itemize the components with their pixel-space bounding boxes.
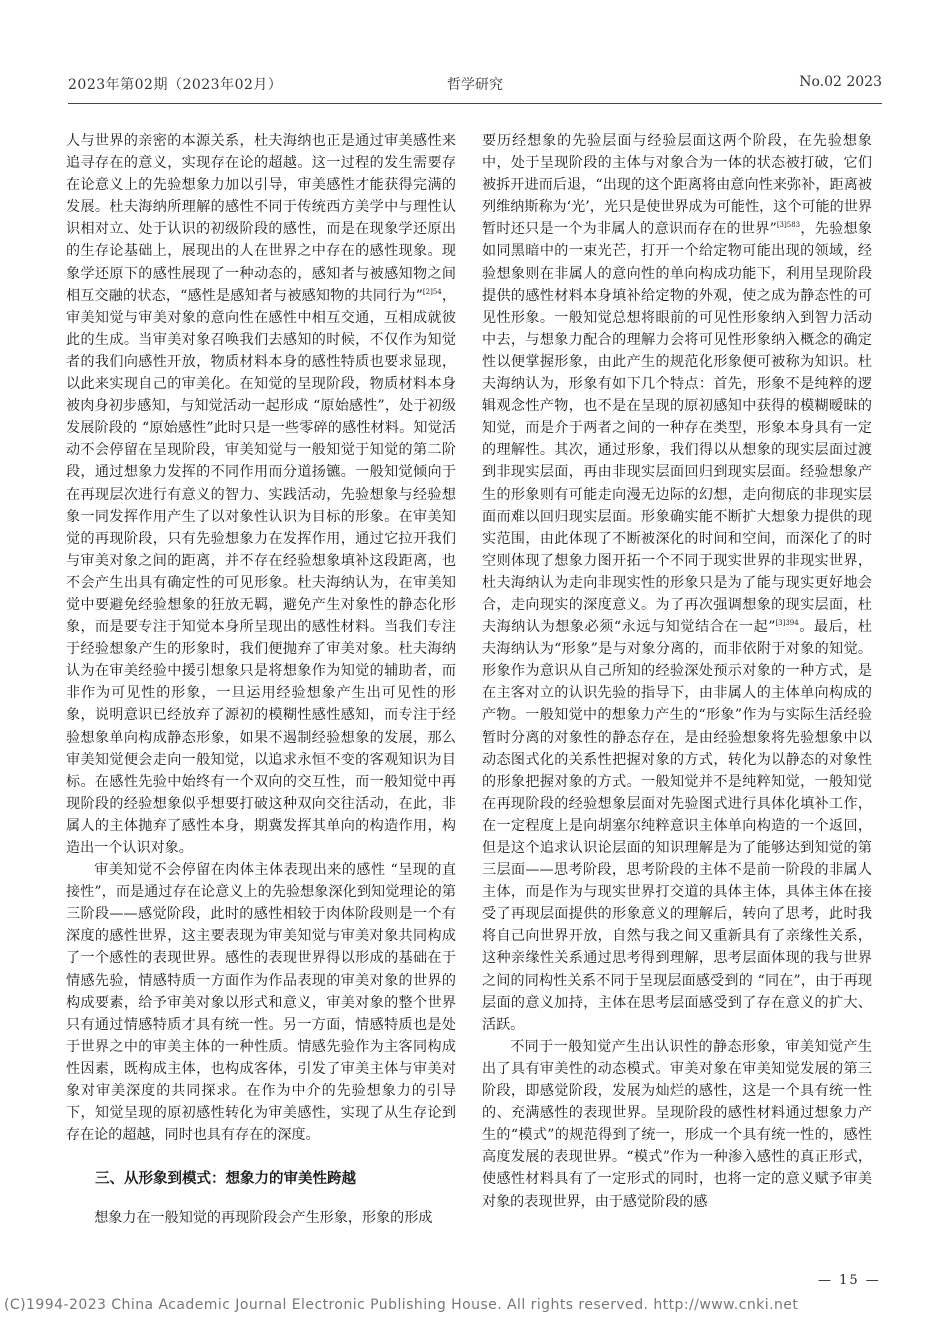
citation-ref: [2]54 (422, 287, 442, 296)
journal-title: 哲学研究 (447, 77, 503, 93)
citation-ref: [3]583 (776, 221, 801, 230)
header-divider (68, 103, 882, 104)
paragraph-text: 要历经想象的先验层面与经验层面这两个阶段，在先验想象中，处于呈现阶段的主体与对象合为一体的状态被打破，它们被拆开进而后退，“出现的这个距离将由意向性来弥补，距离被列维纳斯称为‘光’，光只是使世界成为可能性，这个可能的世界暂时还只是一个为非属人的意识而存在的世界” (482, 133, 872, 238)
page-number: — 15 — (818, 1273, 881, 1288)
right-paragraph-2: 不同于一般知觉产生出认识性的静态形象，审美知觉产生出了具有审美性的动态模式。审美对象在审美知觉发展的第三阶段，即感觉阶段，发展为灿烂的感性，这是一个具有统一性的、充满感性的表现世界。呈现阶段的感性材料通过想象力产生的“模式”的规范得到了统一，形成一个具有统一性的，感性高度发展的表现世界。“模式”作为一种渗入感性的真正形式，使感性材料具有了一定形式的同时，也将一定的意义赋予审美对象的表现世界，由于感觉阶段的感 (482, 1038, 872, 1210)
right-paragraph-1 (482, 130, 872, 1036)
running-header (68, 74, 882, 98)
issue-number: No.02 2023 (799, 74, 882, 90)
citation-ref: [3]394 (775, 619, 799, 628)
left-paragraph-3: 想象力在一般知觉的再现阶段会产生形象，形象的形成 (94, 1210, 433, 1227)
journal-issue: 2023年第02期（2023年02月） (68, 77, 283, 93)
right-column (482, 130, 872, 1213)
copyright-footer: (C)1994-2023 China Academic Journal Electronic Publishing House. All rights reserved. http://www.cnki.net (4, 1297, 799, 1313)
paragraph-text: ，审美知觉与审美对象的意向性在感性中相互交通，互相成就彼此的生成。当审美对象召唤我们去感知的时候，不仅作为知觉者的我们向感性开放，物质材料本身的感性特质也要求显现，以此来实现自己的审美化。在知觉的呈现阶段，物质材料本身被肉身初步感知，与知觉活动一起形成 “原始感性”，处于初级发展阶段的 “原始感性”此时只是一些零碎的感性材料。知觉活动不会停留在呈现阶段，审美知觉与一般知觉于知觉的第二阶段，通过想象力发挥的不同作用而分道扬镳。一般知觉倾向于在再现层次进行有意义的智力、实践活动，先验想象与经验想象一同发挥作用产生了以对象性认识为目标的形象。在审美知觉的再现阶段，只有先验想象力在发挥作用，通过它拉开我们与审美对象之间的距离，并不存在经验想象填补这段距离，也不会产生出具有确定性的可见形象。杜夫海纳认为，在审美知觉中要避免经验想象的狂放无羁，避免产生对象性的静态化形象，而是要专注于知觉本身所呈现出的感性材料。当我们专注于经验想象产生的形象时，我们便抛弃了审美对象。杜夫海纳认为在审美经验中援引想象只是将想象作为知觉的辅助者，而非作为可见性的形象，一旦运用经验想象产生出可见性的形象，说明意识已经放弃了源初的模糊性感性感知，而专注于经验想象单向构成静态形象，如果不遏制经验想象的发展，那么审美知觉便会走向一般知觉，以追求永恒不变的客观知识为目标。在感性先验中始终有一个双向的交互性，而一般知觉中再现阶段的经验想象似乎想要打破这种双向交往活动，在此，非属人的主体抛弃了感性本身，期冀发挥其单向的构造作用，构造出一个认识对象。 (66, 287, 456, 856)
left-column (66, 130, 456, 1230)
paragraph-text: ，先验想象如同黑暗中的一束光芒，打开一个给定物可能出现的领域，经验想象则在非属人的意向性的单向构成功能下，利用呈现阶段提供的感性材料本身填补给定物的外观，使之成为静态性的可见性形象。一般知觉总想将眼前的可见性形象纳入到智力活动中去，与想象力配合的理解力会将可见性形象纳入概念的确定性以便掌握形象，由此产生的规范化形象便可被称为知识。杜夫海纳认为，形象有如下几个特点：首先，形象不是纯粹的逻辑观念性产物，也不是在呈现的原初感知中获得的模糊暧昧的知觉，而是介于两者之间的一种存在类型，形象本身具有一定的理解性。其次，通过形象，我们得以从想象的现实层面过渡到非现实层面，再由非现实层面回归到现实层面。经验想象产生的形象则有可能走向漫无边际的幻想，走向彻底的非现实层面而难以回归现实层面。形象确实能不断扩大想象力提供的现实范围，由此体现了不断被深化的时间和空间，而深化了的时空则体现了想象力图开拓一个不同于现实世界的非现实世界，杜夫海纳认为走向非现实性的形象只是为了能与现实更好地会合，走向现实的深度意义。为了再次强调想象的现实层面，杜夫海纳认为想象必须“永远与知觉结合在一起” (482, 221, 873, 636)
left-paragraph-2: 审美知觉不会停留在肉体主体表现出来的感性 “呈现的直接性”，而是通过存在论意义上的先验想象深化到知觉理论的第三阶段——感觉阶段，此时的感性相较于肉体阶段则是一个有深度的感性世界，这主要表现为审美知觉与审美对象共同构成了一个感性的表现世界。感性的表现世界得以形成的基础在于情感先验，情感特质一方面作为作品表现的审美对象的世界的构成要素，给予审美对象以形式和意义，审美对象的整个世界只有通过情感特质才具有统一性。另一方面，情感特质也是处于世界之中的审美主体的一种性质。情感先验作为主客同构成性因素，既构成主体，也构成客体，引发了审美主体与审美对象对审美深度的共同探求。在作为中介的先验想象力的引导下，知觉呈现的原初感性转化为审美感性，实现了从生存论到存在论的超越，同时也具有存在的深度。 (66, 862, 456, 1144)
section-heading: 三、从形象到模式：想象力的审美性跨越 (95, 1171, 356, 1188)
paragraph-text: 。最后，杜夫海纳认为“形象”是与对象分离的，而非依附于对象的知觉。形象作为意识从自己所知的经验深处预示对象的一种方式，是在主客对立的认识先验的指导下，由非属人的主体单向构成的产物。一般知觉中的想象力产生的“形象”作为与实际生活经验暂时分离的对象性的静态存在，是由经验想象将先验想象中以动态图式化的关系性把握对象的方式，转化为以静态的对象性的形象把握对象的方式。一般知觉并不是纯粹知觉，一般知觉在再现阶段的经验想象层面对先验图式进行具体化填补工作，在一定程度上是向胡塞尔纯粹意识主体单向构造的一个返回，但是这个追求认识论层面的知识理解是为了能够达到知觉的第三层面——思考阶段，思考阶段的主体不是前一阶段的非属人主体，而是作为与现实世界打交道的具体主体，具体主体在接受了再现层面提供的形象意义的理解后，转向了思考，此时我将自己向世界开放，自然与我之间又重新具有了亲缘性关系，这种亲缘性关系通过思考得到理解，思考层面体现的我与世界之间的同构性关系不同于呈现层面感受到的 “同在”，由于再现层面的意义加持，主体在思考层面感受到了存在意义的扩大、活跃。 (482, 619, 872, 1033)
left-paragraph-1 (66, 130, 456, 859)
paragraph-text: 人与世界的亲密的本源关系，杜夫海纳也正是通过审美感性来追寻存在的意义，实现存在论的超越。这一过程的发生需要存在论意义上的先验想象力加以引导，审美感性才能获得完满的发展。杜夫海纳所理解的感性不同于传统西方美学中与理性认识相对立、处于认识的初级阶段的感性，而是在现象学还原出的生存论基础上，展现出的人在世界之中存在的感性现象。现象学还原下的感性展现了一种动态的，感知者与被感知物之间相互交融的状态，“感性是感知者与被感知物的共同行为” (66, 133, 456, 304)
